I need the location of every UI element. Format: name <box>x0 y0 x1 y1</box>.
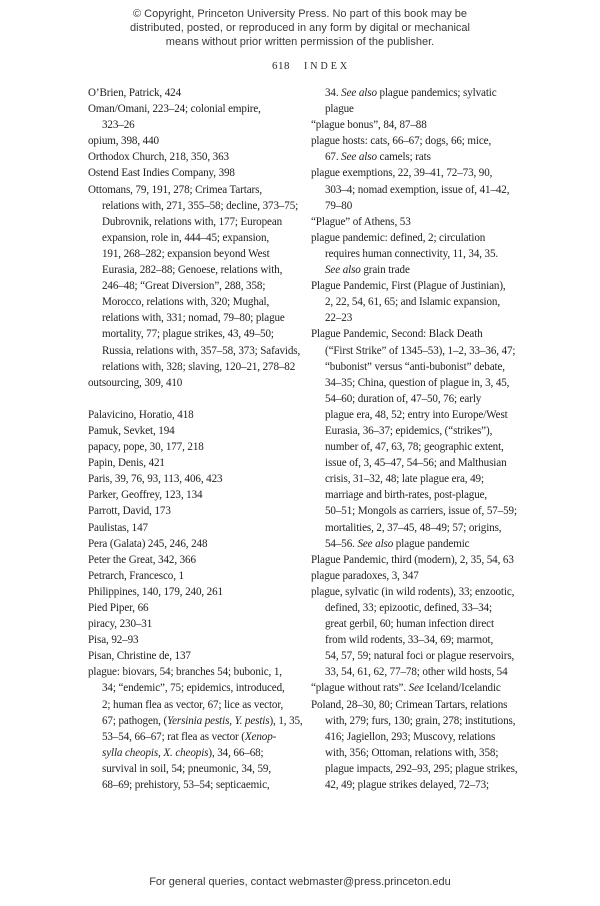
index-text: plague <box>325 103 354 116</box>
index-column-right <box>311 85 534 793</box>
index-text: 33, 54, 61, 62, 77–78; other wild hosts, 54 <box>325 666 508 679</box>
index-text: issue of, 3, 45–47, 54–56; and Malthusian <box>325 457 507 470</box>
index-text: relations with, 331; nomad, 79–80; plague <box>102 312 285 325</box>
index-line <box>88 230 307 246</box>
index-text: crisis, 31–32, 48; late plague era, 49; <box>325 473 484 486</box>
index-line <box>88 664 307 680</box>
index-text-italic: See also <box>357 537 394 550</box>
index-text: 50–51; Mongols as carriers, issue of, 57–59; <box>325 505 517 518</box>
index-line <box>311 149 534 165</box>
index-line <box>311 568 534 584</box>
index-line <box>311 391 534 407</box>
index-line <box>88 343 307 359</box>
index-line <box>88 487 307 503</box>
index-line <box>88 407 307 423</box>
index-line <box>88 745 307 761</box>
index-line <box>311 423 534 439</box>
index-line <box>88 697 307 713</box>
index-text: Pied Piper, 66 <box>88 602 149 614</box>
index-text: Pamuk, Sevket, 194 <box>88 424 175 437</box>
index-blank-line <box>88 391 307 407</box>
index-line <box>88 198 307 214</box>
footer-text: For general queries, contact webmaster@press.princeton.edu <box>149 876 451 888</box>
index-line <box>311 664 534 680</box>
copyright-notice <box>0 7 600 49</box>
index-text-italic: Yersinia pestis, Y. pestis <box>167 714 270 727</box>
index-text: piracy, 230–31 <box>88 618 153 631</box>
index-text: 191, 268–282; expansion beyond West <box>102 247 270 260</box>
index-text: 68–69; prehistory, 53–54; septicaemic, <box>102 779 270 792</box>
index-text: 53–54, 66–67; rat flea as vector ( <box>102 730 245 743</box>
index-line <box>88 503 307 519</box>
index-line <box>88 680 307 696</box>
index-text: 34; “endemic”, 75; epidemics, introduced, <box>102 682 285 695</box>
index-line <box>311 520 534 536</box>
index-text: 416; Jagiellon, 293; Muscovy, relations <box>325 730 496 743</box>
index-line <box>311 761 534 777</box>
index-text: 54–60; duration of, 47–50, 76; early <box>325 392 482 405</box>
index-text: Dubrovnik, relations with, 177; European <box>102 215 283 228</box>
index-text: relations with, 328; slaving, 120–21, 278–82 <box>102 360 296 373</box>
index-text: Poland, 28–30, 80; Crimean Tartars, relations <box>311 698 508 711</box>
index-line <box>88 262 307 278</box>
index-text: ), 34, 66–68; <box>208 746 264 759</box>
index-text: Palavicino, Horatio, 418 <box>88 408 194 421</box>
index-line <box>311 198 534 214</box>
index-line <box>311 359 534 375</box>
index-text: defined, 33; epizootic, defined, 33–34; <box>325 602 492 614</box>
index-text: (“First Strike” of 1345–53), 1–2, 33–36, 47; <box>325 344 516 357</box>
index-line <box>88 471 307 487</box>
index-text: Parker, Geoffrey, 123, 134 <box>88 489 203 502</box>
index-text: plague exemptions, 22, 39–41, 72–73, 90, <box>311 167 493 180</box>
index-line <box>88 246 307 262</box>
index-line <box>88 149 307 165</box>
index-text: grain trade <box>360 264 410 277</box>
index-line <box>88 777 307 793</box>
index-text: Petrarch, Francesco, 1 <box>88 569 184 582</box>
running-head-title: INDEX <box>303 61 351 72</box>
index-text: plague pandemics; sylvatic <box>376 87 497 99</box>
index-text: Parrott, David, 173 <box>88 505 171 518</box>
index-text: 22–23 <box>325 312 353 325</box>
index-text: Ottomans, 79, 191, 278; Crimea Tartars, <box>88 183 262 196</box>
index-text: Iceland/Icelandic <box>423 682 501 695</box>
index-text-italic: Xenop- <box>244 730 277 743</box>
index-line <box>311 278 534 294</box>
page-header <box>11 56 600 74</box>
index-line <box>311 584 534 600</box>
index-line <box>311 262 534 278</box>
index-line <box>311 471 534 487</box>
index-line <box>88 568 307 584</box>
index-text: Plague Pandemic, First (Plague of Justinian), <box>311 280 506 293</box>
index-text: 67; pathogen, ( <box>102 714 168 727</box>
index-text: Paris, 39, 76, 93, 113, 406, 423 <box>88 473 223 486</box>
index-line <box>311 246 534 262</box>
index-line <box>88 117 307 133</box>
copyright-line-3: means without prior written permission of the publisher. <box>165 36 435 48</box>
index-line <box>311 552 534 568</box>
index-text: 42, 49; plague strikes delayed, 72–73; <box>325 779 489 792</box>
index-line <box>311 326 534 342</box>
index-line <box>88 439 307 455</box>
index-line <box>311 375 534 391</box>
index-text: 34–35; China, question of plague in, 3, 45, <box>325 376 510 389</box>
index-line <box>88 375 307 391</box>
index-line <box>311 713 534 729</box>
index-text: with, 279; furs, 130; grain, 278; institutions, <box>325 714 516 727</box>
index-text: marriage and birth-rates, post-plague, <box>325 489 488 502</box>
index-line <box>311 343 534 359</box>
index-line <box>311 455 534 471</box>
index-text: Orthodox Church, 218, 350, 363 <box>88 151 229 164</box>
index-text: from wild rodents, 33–34, 69; marmot, <box>325 634 494 647</box>
index-line <box>88 310 307 326</box>
index-text: Peter the Great, 342, 366 <box>88 553 196 566</box>
index-text: ), 1, 35, <box>269 714 303 727</box>
index-text: Oman/Omani, 223–24; colonial empire, <box>88 103 261 116</box>
copyright-line-1: © Copyright, Princeton University Press. No part of this book may be <box>133 8 467 20</box>
index-line <box>311 600 534 616</box>
index-text: Russia, relations with, 357–58, 373; Safavids, <box>102 344 301 357</box>
index-line <box>88 729 307 745</box>
index-text: O’Brien, Patrick, 424 <box>88 87 181 99</box>
index-line <box>88 616 307 632</box>
index-line <box>88 632 307 648</box>
index-text: Pisa, 92–93 <box>88 634 139 647</box>
index-line <box>311 165 534 181</box>
index-text: camels; rats <box>376 151 431 164</box>
index-line <box>311 777 534 793</box>
index-line <box>88 455 307 471</box>
index-text-italic: See also <box>341 87 377 99</box>
index-text: expansion, role in, 444–45; expansion, <box>102 231 270 244</box>
index-line <box>311 117 534 133</box>
index-line <box>88 520 307 536</box>
index-text: 79–80 <box>325 199 353 212</box>
index-line <box>88 294 307 310</box>
index-text: plague pandemic <box>393 537 470 550</box>
index-text: outsourcing, 309, 410 <box>88 376 183 389</box>
index-line <box>311 745 534 761</box>
index-line <box>311 230 534 246</box>
index-text: Plague Pandemic, third (modern), 2, 35, 54, 63 <box>311 553 514 566</box>
index-line <box>311 697 534 713</box>
index-text: Pisan, Christine de, 137 <box>88 650 191 663</box>
index-text: 34. <box>325 87 342 99</box>
index-text: plague pandemic: defined, 2; circulation <box>311 231 486 244</box>
index-text: plague impacts, 292–93, 295; plague strikes, <box>325 762 518 775</box>
index-line <box>88 761 307 777</box>
index-text: plague era, 48, 52; entry into Europe/West <box>325 408 508 421</box>
index-text: survival in soil, 54; pneumonic, 34, 59, <box>102 762 271 775</box>
index-line <box>311 294 534 310</box>
index-line <box>311 439 534 455</box>
copyright-line-2: distributed, posted, or reproduced in any form by digital or mechanical <box>130 22 470 34</box>
index-text: plague paradoxes, 3, 347 <box>311 569 419 582</box>
index-line <box>88 648 307 664</box>
index-line <box>311 101 534 117</box>
index-text: mortality, 77; plague strikes, 43, 49–50; <box>102 328 274 341</box>
index-text: number of, 47, 63, 78; geographic extent, <box>325 441 504 454</box>
index-text: Paulistas, 147 <box>88 521 148 534</box>
index-line <box>311 310 534 326</box>
index-line <box>88 182 307 198</box>
index-line <box>311 214 534 230</box>
index-text-italic: See <box>408 682 424 695</box>
index-text: “Plague” of Athens, 53 <box>311 215 411 228</box>
index-line <box>311 729 534 745</box>
index-line <box>88 713 307 729</box>
index-text: with, 356; Ottoman, relations with, 358; <box>325 746 499 759</box>
index-text: 246–48; “Great Diversion”, 288, 358; <box>102 280 266 293</box>
index-text-italic: See also <box>341 151 377 164</box>
index-line <box>88 359 307 375</box>
index-line <box>311 536 534 552</box>
index-text: “plague bonus”, 84, 87–88 <box>311 119 427 132</box>
index-text: plague hosts: cats, 66–67; dogs, 66; mice, <box>311 135 492 148</box>
page-number: 618 <box>271 60 290 72</box>
index-line <box>88 278 307 294</box>
index-text: Pera (Galata) 245, 246, 248 <box>88 537 208 550</box>
index-text: Papin, Denis, 421 <box>88 457 165 470</box>
index-line <box>88 133 307 149</box>
index-text: relations with, 271, 355–58; decline, 373–75; <box>102 199 299 212</box>
index-text: 2; human flea as vector, 67; lice as vector, <box>102 698 284 711</box>
index-line <box>311 182 534 198</box>
index-text: Eurasia, 282–88; Genoese, relations with, <box>102 264 283 277</box>
index-line <box>311 632 534 648</box>
index-line <box>311 487 534 503</box>
index-text: 323–26 <box>102 119 135 132</box>
index-text-italic: sylla cheopis, X. cheopis <box>102 746 209 759</box>
index-text: papacy, pope, 30, 177, 218 <box>88 441 204 454</box>
index-line <box>311 133 534 149</box>
index-text: “plague without rats”. <box>311 682 409 695</box>
index-text: requires human connectivity, 11, 34, 35. <box>325 247 499 260</box>
index-text: Eurasia, 36–37; epidemics, (“strikes”), <box>325 424 493 437</box>
index-line <box>311 407 534 423</box>
index-text-italic: See also <box>325 264 361 277</box>
index-line <box>311 648 534 664</box>
index-text: 54, 57, 59; natural foci or plague reservoirs, <box>325 650 515 663</box>
index-text: plague, sylvatic (in wild rodents), 33; enzootic, <box>311 585 515 598</box>
index-line <box>311 85 534 101</box>
index-text: 54–56. <box>325 537 358 550</box>
index-line <box>88 85 307 101</box>
index-text: Morocco, relations with, 320; Mughal, <box>102 296 270 309</box>
index-text: Ostend East Indies Company, 398 <box>88 167 235 180</box>
index-text: plague: biovars, 54; branches 54; bubonic, 1, <box>88 666 282 679</box>
index-text: opium, 398, 440 <box>88 135 159 148</box>
index-text: 303–4; nomad exemption, issue of, 41–42, <box>325 183 510 196</box>
index-line <box>88 214 307 230</box>
index-line <box>88 165 307 181</box>
index-line <box>88 326 307 342</box>
index-line <box>88 600 307 616</box>
index-line <box>311 503 534 519</box>
index-text: Philippines, 140, 179, 240, 261 <box>88 585 223 598</box>
index-line <box>88 536 307 552</box>
index-line <box>88 584 307 600</box>
index-line <box>88 423 307 439</box>
index-text: mortalities, 2, 37–45, 48–49; 57; origins, <box>325 521 502 534</box>
index-line <box>311 680 534 696</box>
index-text: 2, 22, 54, 61, 65; and Islamic expansion, <box>325 296 501 309</box>
index-line <box>88 552 307 568</box>
index-text: great gerbil, 60; human infection direct <box>325 618 494 631</box>
index-text: Plague Pandemic, Second: Black Death <box>311 328 483 341</box>
footer-contact <box>0 876 600 888</box>
index-line <box>88 101 307 117</box>
index-column-left <box>88 85 307 793</box>
index-text: 67. <box>325 151 342 164</box>
index-text: “bubonist” versus “anti-bubonist” debate, <box>325 360 505 373</box>
index-line <box>311 616 534 632</box>
